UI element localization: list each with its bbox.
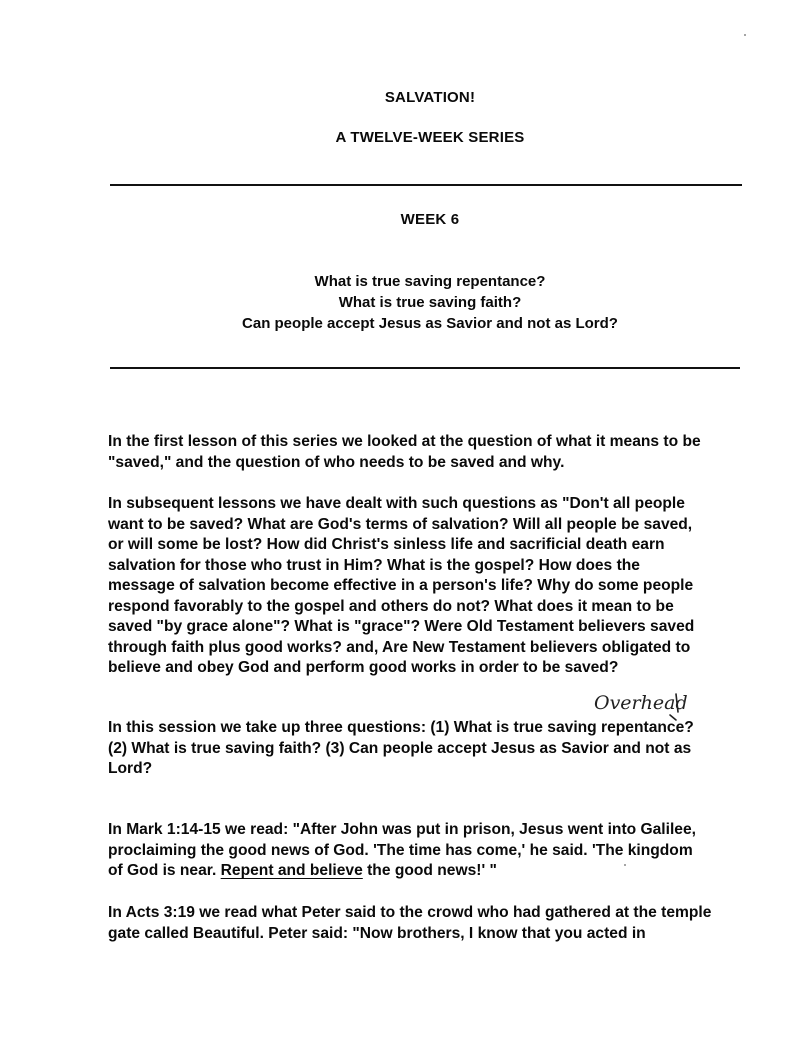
paragraph-previous-lessons — [108, 494, 748, 679]
paragraph-line: or will some be lost? How did Christ's sinless life and sacrificial death earn — [108, 536, 665, 553]
paragraph-line: In the first lesson of this series we looked at the question of what it means to be — [108, 433, 701, 450]
paragraph-line: "saved," and the question of who needs to be saved and why. — [108, 453, 565, 471]
scan-speck — [744, 34, 746, 36]
paragraph-intro — [108, 432, 748, 473]
paragraph-line: (2) What is true saving faith? (3) Can people accept Jesus as Savior and not as — [108, 739, 692, 757]
top-divider — [110, 184, 742, 186]
underlined-phrase: Repent and believe — [220, 862, 363, 879]
paragraph-line: Lord? — [108, 760, 153, 777]
handwritten-note-glyph — [592, 690, 688, 716]
paragraph-line: message of salvation become effective in a person's life? Why do some people — [108, 577, 694, 594]
question-line: What is true saving repentance? — [314, 273, 546, 290]
paragraph-line: believe and obey God and perform good works in order to be saved? — [108, 659, 619, 676]
handwritten-note-text: Overhead — [594, 692, 688, 714]
week-heading: WEEK 6 — [400, 211, 460, 228]
paragraph-line: gate called Beautiful. Peter said: "Now brothers, I know that you acted in — [108, 924, 646, 942]
bottom-divider — [110, 367, 740, 369]
handwritten-note — [592, 690, 688, 716]
scan-speck — [624, 864, 626, 866]
paragraph-line: In Mark 1:14-15 we read: "After John was put in prison, Jesus went into Galilee, — [108, 821, 696, 838]
text-run: of God is near. — [108, 862, 221, 879]
paragraph-line: In subsequent lessons we have dealt with such questions as "Don't all people — [108, 495, 685, 512]
paragraph-line: In Acts 3:19 we read what Peter said to the crowd who had gathered at the temple — [108, 904, 712, 921]
paragraph-session-questions — [108, 718, 748, 780]
paragraph-line: salvation for those who trust in Him? What is the gospel? How does the — [108, 556, 640, 574]
text-run: the good news!' " — [362, 862, 497, 879]
paragraph-line: through faith plus good works? and, Are New Testament believers obligated to — [108, 638, 691, 656]
lesson-questions — [0, 271, 800, 334]
paragraph-line: saved "by grace alone"? What is "grace"? Were Old Testament believers saved — [108, 618, 695, 635]
question-line: Can people accept Jesus as Savior and not as Lord? — [242, 315, 618, 332]
document-title: SALVATION! — [384, 89, 476, 106]
series-subtitle: A TWELVE-WEEK SERIES — [335, 129, 525, 146]
paragraph-line: proclaiming the good news of God. 'The time has come,' he said. 'The kingdom — [108, 841, 693, 859]
paragraph-line: In this session we take up three questions: (1) What is true saving repentance? — [108, 719, 694, 736]
paragraph-line: want to be saved? What are God's terms of salvation? Will all people be saved, — [108, 515, 693, 533]
question-line: What is true saving faith? — [338, 294, 522, 311]
paragraph-mark-quote — [108, 820, 748, 882]
paragraph-line — [108, 861, 748, 882]
paragraph-acts-quote — [108, 903, 748, 944]
paragraph-line: respond favorably to the gospel and others do not? What does it mean to be — [108, 597, 674, 615]
